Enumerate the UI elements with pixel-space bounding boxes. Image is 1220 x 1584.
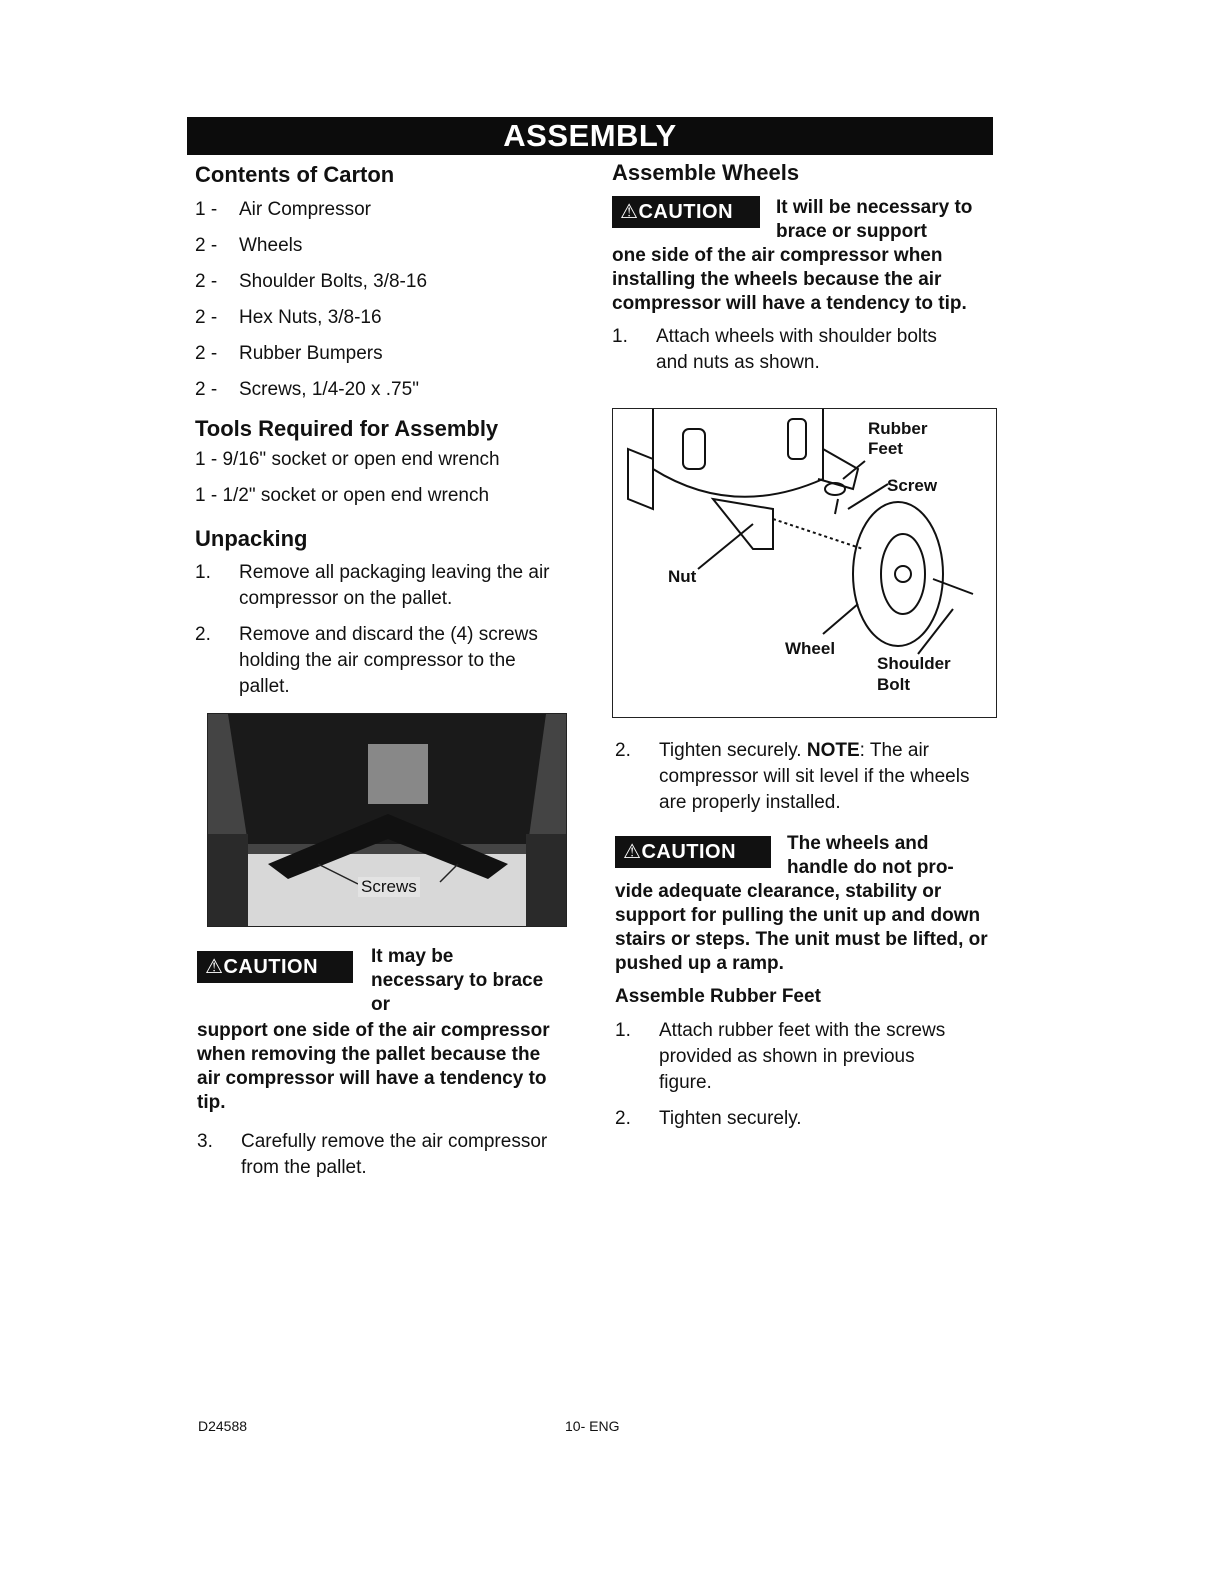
- wheels-step-1-text: Attach wheels with shoulder bolts and nuts as shown.: [656, 326, 937, 373]
- caution-right-1-rest: one side of the air compressor when installing the wheels because the air compressor will have a tendency to tip.: [612, 245, 967, 314]
- warning-triangle-icon: ⚠: [620, 201, 639, 223]
- unpack-step-3-text: Carefully remove the air compressor from the pallet.: [241, 1131, 548, 1178]
- contents-item: [195, 306, 585, 330]
- feet-step-1-text: Attach rubber feet with the screws provided as shown in previous figure.: [659, 1020, 946, 1093]
- caution-badge-right-2: ⚠CAUTION: [615, 836, 771, 868]
- footer-doc-code: D24588: [198, 1418, 248, 1434]
- caution-badge-right-1: ⚠CAUTION: [612, 196, 760, 228]
- wheels-step-1: [612, 324, 1002, 376]
- label-nut: Nut: [668, 567, 697, 586]
- contents-item: [195, 270, 585, 294]
- label-shoulder-bolt: Shoulder Bolt: [877, 654, 951, 694]
- unpack-step-3-num: 3.: [197, 1131, 213, 1152]
- contents-item-label: Air Compressor: [239, 199, 371, 220]
- warning-triangle-icon: ⚠: [205, 956, 224, 978]
- pallet-photo: [207, 713, 567, 927]
- feet-step-1-num: 1.: [615, 1020, 631, 1041]
- contents-item-qty: 2 -: [195, 271, 218, 292]
- tools-list: [195, 448, 585, 508]
- wheels-step-2: [615, 738, 1000, 816]
- label-screw: Screw: [887, 476, 938, 495]
- tools-item: 1 - 1/2" socket or open end wrench: [195, 485, 490, 506]
- contents-title: Contents of Carton: [195, 162, 395, 187]
- unpacking-title: Unpacking: [195, 526, 308, 551]
- contents-item: [195, 342, 585, 366]
- unpack-step-1-text: Remove all packaging leaving the air compressor on the pallet.: [239, 562, 550, 609]
- unpack-step-2-num: 2.: [195, 624, 211, 645]
- wheel-assembly-figure: [612, 408, 997, 718]
- caution-left-lead: It may be necessary to brace or: [371, 946, 544, 1015]
- left-caution-block: [197, 945, 567, 1181]
- caution-left-rest: support one side of the air compressor when removing the pallet because the air compressor will have a tendency to tip.: [197, 1020, 550, 1113]
- unpack-step-2: [195, 622, 585, 700]
- wheels-step-1-num: 1.: [612, 326, 628, 347]
- contents-list: [195, 198, 585, 402]
- unpack-step-3: [197, 1129, 567, 1181]
- feet-step-2: [615, 1106, 1000, 1132]
- unpack-step-1-num: 1.: [195, 562, 211, 583]
- left-column: [195, 160, 585, 700]
- contents-item: [195, 234, 585, 258]
- photo-label-screws: Screws: [358, 877, 420, 897]
- right-column: [612, 160, 1002, 376]
- unpack-step-1: [195, 560, 585, 612]
- contents-item-label: Shoulder Bolts, 3/8-16: [239, 271, 428, 292]
- footer-page-number: 10- ENG: [565, 1418, 620, 1434]
- feet-step-1: [615, 1018, 1000, 1096]
- contents-item-qty: 2 -: [195, 343, 218, 364]
- tools-title: Tools Required for Assembly: [195, 416, 499, 441]
- feet-step-2-text: Tighten securely.: [659, 1108, 802, 1129]
- wheels-step-2-text: Tighten securely. NOTE: The air compressor will sit level if the wheels are properly installed.: [659, 740, 970, 813]
- contents-item-qty: 2 -: [195, 235, 218, 256]
- caution-badge-left: ⚠CAUTION: [197, 951, 353, 983]
- caution-right-2-lead: The wheels and handle do not pro-: [787, 833, 954, 878]
- warning-triangle-icon: ⚠: [623, 841, 642, 863]
- section-banner: ASSEMBLY: [187, 117, 993, 155]
- caution-right-1-lead: It will be necessary to brace or support: [776, 197, 973, 242]
- right-column-lower: [615, 738, 1000, 1132]
- tools-item: 1 - 9/16" socket or open end wrench: [195, 449, 500, 470]
- contents-item-qty: 1 -: [195, 199, 218, 220]
- contents-item-label: Screws, 1/4-20 x .75": [239, 379, 419, 400]
- contents-item: [195, 378, 585, 402]
- caution-right-2-rest: vide adequate clearance, stability or support for pulling the unit up and down stairs or steps. The unit must be lifted, or pushed up a ramp.: [615, 881, 988, 974]
- unpack-step-2-text: Remove and discard the (4) screws holding the air compressor to the pallet.: [239, 624, 538, 697]
- feet-step-2-num: 2.: [615, 1108, 631, 1129]
- contents-item-qty: 2 -: [195, 307, 218, 328]
- label-wheel: Wheel: [785, 639, 836, 658]
- contents-item-label: Rubber Bumpers: [239, 343, 383, 364]
- contents-item-label: Wheels: [239, 235, 303, 256]
- label-rubber-feet: Rubber Feet: [868, 419, 928, 458]
- contents-item: [195, 198, 585, 222]
- contents-item-qty: 2 -: [195, 379, 218, 400]
- wheels-title: Assemble Wheels: [612, 160, 800, 185]
- wheels-step-2-num: 2.: [615, 740, 631, 761]
- contents-item-label: Hex Nuts, 3/8-16: [239, 307, 382, 328]
- feet-title: Assemble Rubber Feet: [615, 986, 821, 1007]
